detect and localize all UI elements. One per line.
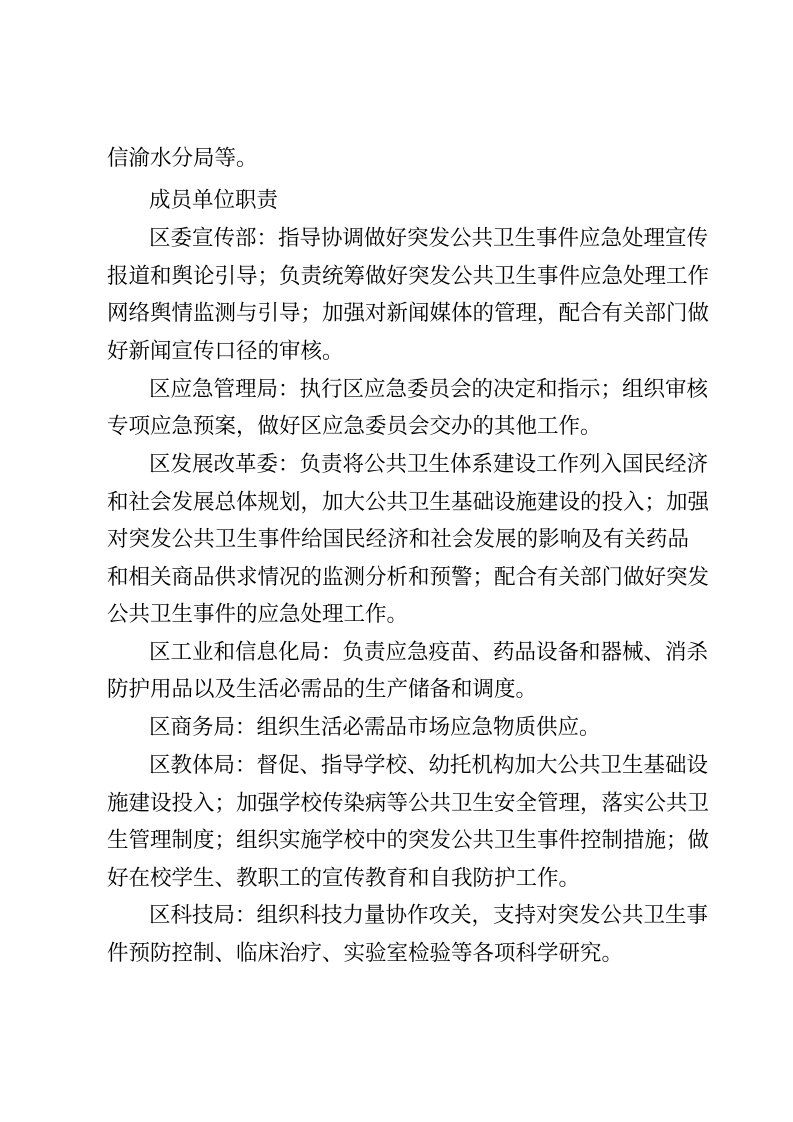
paragraph-line: 好新闻宣传口径的审核。	[107, 339, 344, 364]
paragraph-line: 好在校学生、教职工的宣传教育和自我防护工作。	[107, 866, 581, 891]
paragraph-line: 公共卫生事件的应急处理工作。	[107, 602, 409, 627]
paragraph-line: 区教体局：督促、指导学校、幼托机构加大公共卫生基础设	[149, 753, 709, 778]
paragraph-line: 报道和舆论引导；负责统筹做好突发公共卫生事件应急处理工作	[107, 264, 710, 289]
section-heading: 成员单位职责	[149, 188, 279, 213]
paragraph-line: 防护用品以及生活必需品的生产储备和调度。	[107, 677, 538, 702]
paragraph-line: 和社会发展总体规划，加大公共卫生基础设施建设的投入；加强	[107, 490, 710, 515]
paragraph-line: 对突发公共卫生事件给国民经济和社会发展的影响及有关药品	[107, 527, 689, 552]
paragraph-line: 施建设投入；加强学校传染病等公共卫生安全管理，落实公共卫	[107, 791, 710, 816]
paragraph-line: 区应急管理局：执行区应急委员会的决定和指示；组织审核	[149, 377, 709, 402]
paragraph-line: 区工业和信息化局：负责应急疫苗、药品设备和器械、消杀	[149, 640, 709, 665]
paragraph-line: 专项应急预案，做好区应急委员会交办的其他工作。	[107, 414, 602, 439]
continuation-line: 信渝水分局等。	[107, 146, 258, 171]
paragraph-line: 区科技局：组织科技力量协作攻关，支持对突发公共卫生事	[149, 903, 709, 928]
paragraph-line: 和相关商品供求情况的监测分析和预警；配合有关部门做好突发	[107, 565, 710, 590]
paragraph-line: 生管理制度；组织实施学校中的突发公共卫生事件控制措施；做	[107, 828, 710, 853]
paragraph-line: 件预防控制、临床治疗、实验室检验等各项科学研究。	[107, 941, 624, 966]
paragraph-line: 网络舆情监测与引导；加强对新闻媒体的管理，配合有关部门做	[107, 301, 710, 326]
paragraph-line: 区发展改革委：负责将公共卫生体系建设工作列入国民经济	[149, 452, 709, 477]
paragraph-line: 区委宣传部：指导协调做好突发公共卫生事件应急处理宣传	[149, 226, 709, 251]
paragraph-line: 区商务局：组织生活必需品市场应急物质供应。	[149, 715, 601, 740]
